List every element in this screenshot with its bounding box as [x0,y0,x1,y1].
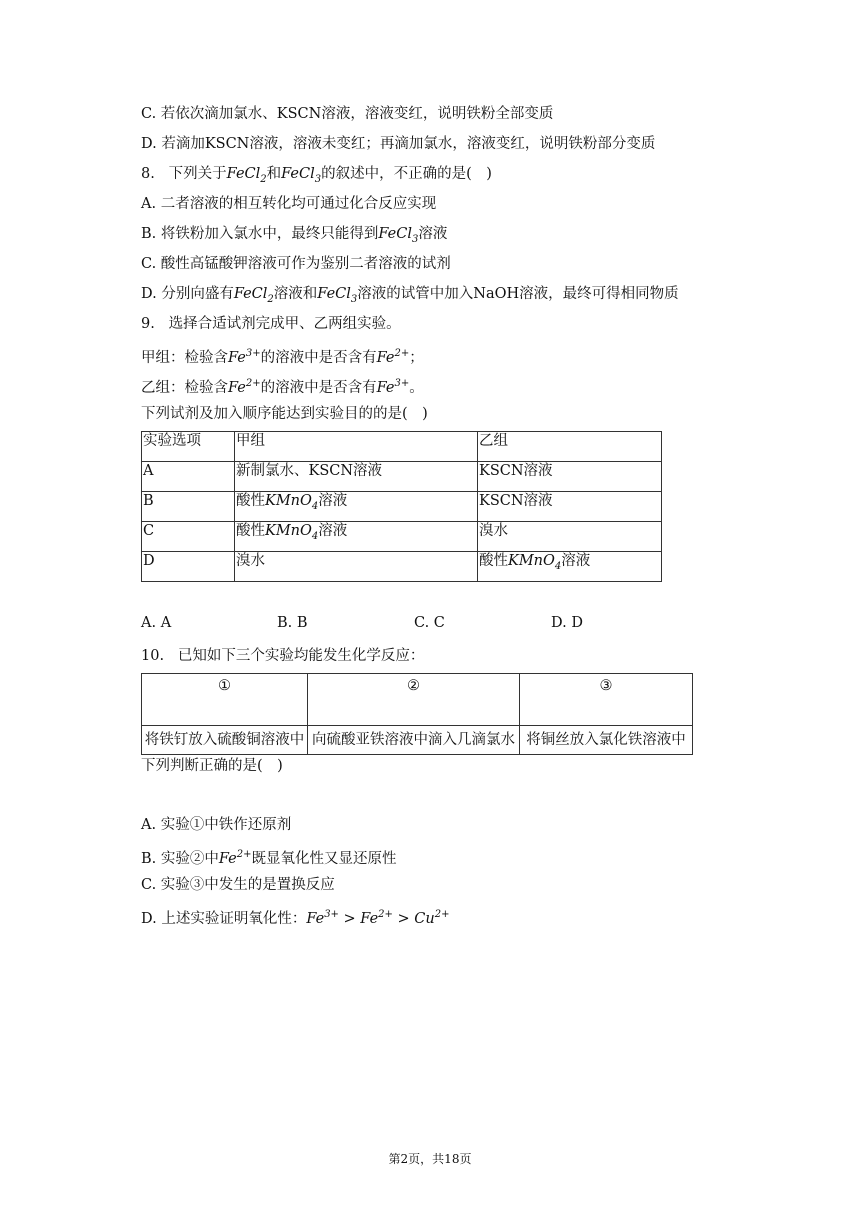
table-cell: ② [308,674,520,726]
q10-option-b: B. 实验②中$Fe^{2+}$既显氧化性又显还原性 [141,849,397,867]
table-cell: 酸性KMnO$_4$溶液 [478,552,662,582]
table-cell: B [142,492,235,522]
q10-stem: 10. 已知如下三个实验均能发生化学反应： [141,648,425,664]
q10-question: 下列判断正确的是( ) [141,758,283,774]
table-row [142,522,662,552]
q10-table [141,673,693,755]
q8-option-a: A. 二者溶液的相互转化均可通过化合反应实现 [141,196,437,212]
q9-question: 下列试剂及加入顺序能达到实验目的的是( ) [141,406,428,422]
q9-yi: 乙组：检验含$Fe^{2+}$的溶液中是否含有$Fe^{3+}$。 [141,378,424,396]
table-cell: 乙组 [478,432,662,462]
q9-option-a: A. A [141,615,172,631]
page-footer: 第2页，共18页 [388,1152,472,1166]
table-cell: ① [142,674,308,726]
table-cell: KSCN溶液 [478,462,662,492]
q9-jia: 甲组：检验含$Fe^{3+}$的溶液中是否含有$Fe^{2+}$； [141,348,424,366]
q9-option-d: D. D [551,615,583,631]
table-row [142,432,662,462]
q9-option-b: B. B [277,615,308,631]
q9-option-c: C. C [414,615,445,631]
table-cell: D [142,552,235,582]
table-cell: 实验选项 [142,432,235,462]
q10-option-a: A. 实验①中铁作还原剂 [141,817,292,833]
q9-stem: 9. 选择合适试剂完成甲、乙两组实验。 [141,316,401,332]
q8-option-d: D. 分别向盛有FeCl$_2$溶液和FeCl$_3$溶液的试管中加入NaOH溶液，最终可得相同物质 [141,286,679,305]
q9-options [141,615,701,635]
table-cell: 溴水 [235,552,478,582]
table-row [142,552,662,582]
table-cell: C [142,522,235,552]
q7-option-d: D. 若滴加KSCN溶液，溶液未变红；再滴加氯水，溶液变红，说明铁粉部分变质 [141,136,656,152]
table-cell: 将铜丝放入氯化铁溶液中 [520,726,693,755]
table-cell: 向硫酸亚铁溶液中滴入几滴氯水 [308,726,520,755]
q10-option-d: D. 上述实验证明氧化性：$Fe^{3+} > Fe^{2+} > Cu^{2+}$ [141,909,450,927]
table-row [142,492,662,522]
q8-option-b: B. 将铁粉加入氯水中，最终只能得到FeCl$_3$溶液 [141,226,448,245]
table-cell: A [142,462,235,492]
q7-option-c: C. 若依次滴加氯水、KSCN溶液，溶液变红，说明铁粉全部变质 [141,106,554,122]
table-cell: KSCN溶液 [478,492,662,522]
q9-table [141,431,662,582]
table-cell: 甲组 [235,432,478,462]
table-row [142,462,662,492]
table-cell: 酸性KMnO$_4$溶液 [235,522,478,552]
q8-stem: 8. 下列关于FeCl$_2$和FeCl$_3$的叙述中，不正确的是( ) [141,166,492,185]
q10-option-c: C. 实验③中发生的是置换反应 [141,877,335,893]
table-cell: ③ [520,674,693,726]
q8-option-c: C. 酸性高锰酸钾溶液可作为鉴别二者溶液的试剂 [141,256,451,272]
table-cell: 酸性KMnO$_4$溶液 [235,492,478,522]
table-cell: 新制氯水、KSCN溶液 [235,462,478,492]
table-cell: 溴水 [478,522,662,552]
table-cell: 将铁钉放入硫酸铜溶液中 [142,726,308,755]
table-row [142,726,693,755]
table-row [142,674,693,726]
